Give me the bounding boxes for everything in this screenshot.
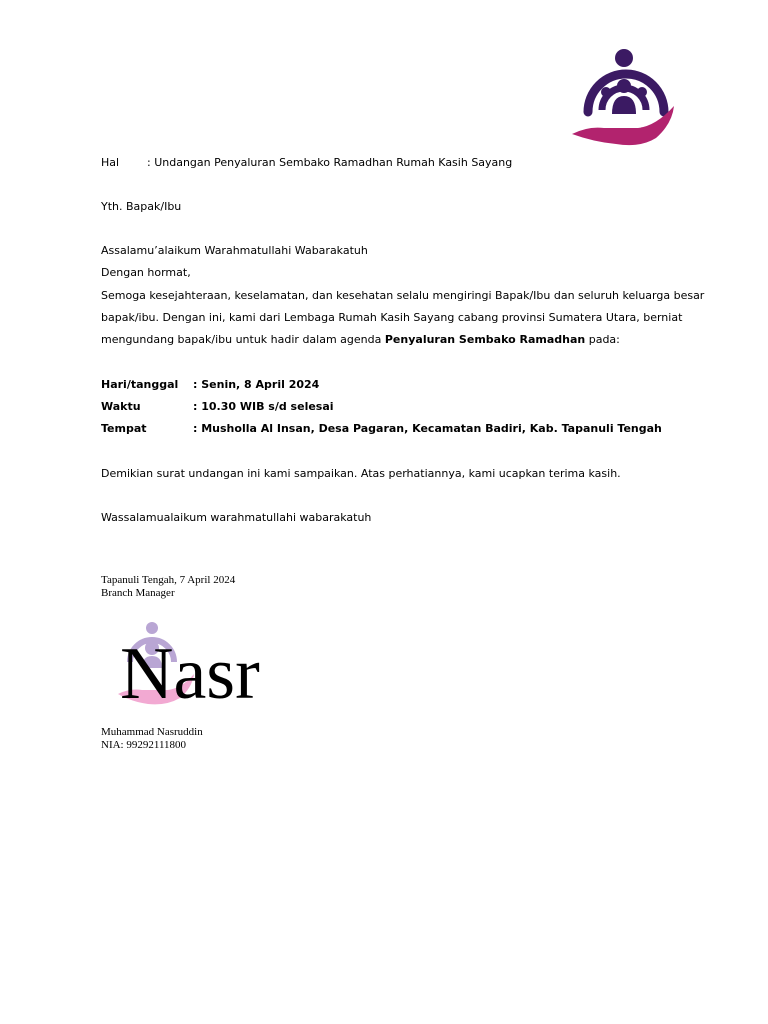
detail-row <box>101 396 662 418</box>
opening: Dengan hormat, <box>101 266 191 279</box>
addressee: Yth. Bapak/Ibu <box>101 200 182 213</box>
invitation-paragraph <box>101 285 704 351</box>
salutation: Assalamu’alaikum Warahmatullahi Wabarakatuh <box>101 244 368 257</box>
farewell: Wassalamualaikum warahmatullahi wabarakatuh <box>101 511 372 524</box>
signer-name: Muhammad Nasruddin <box>101 726 203 738</box>
salutation-block <box>101 240 368 284</box>
detail-label: Tempat <box>101 422 147 435</box>
subject-line <box>101 152 512 174</box>
event-details <box>101 374 662 440</box>
paragraph-line: Semoga kesejahteraan, keselamatan, dan kesehatan selalu mengiringi Bapak/Ibu dan seluruh keluarga besar <box>101 289 705 302</box>
signature-image <box>112 618 312 708</box>
detail-value: : Musholla Al Insan, Desa Pagaran, Kecamatan Badiri, Kab. Tapanuli Tengah <box>193 422 662 435</box>
detail-row <box>101 418 662 440</box>
family-hand-logo-icon <box>568 44 678 150</box>
paragraph-text: mengundang bapak/ibu untuk hadir dalam agenda <box>101 333 385 346</box>
paragraph-line: bapak/ibu. Dengan ini, kami dari Lembaga Rumah Kasih Sayang cabang provinsi Sumatera Utara, berniat <box>101 311 683 324</box>
paragraph-line <box>101 329 704 351</box>
signer-nia: NIA: 99292111800 <box>101 739 187 751</box>
detail-label: Hari/tanggal <box>101 378 179 391</box>
closing-line: Demikian surat undangan ini kami sampaikan. Atas perhatiannya, kami ucapkan terima kasih. <box>101 467 621 480</box>
detail-value: : 10.30 WIB s/d selesai <box>193 400 334 413</box>
detail-row <box>101 374 662 396</box>
event-name: Penyaluran Sembako Ramadhan <box>384 333 586 346</box>
paragraph-text: pada: <box>585 333 620 346</box>
subject-value: : Undangan Penyaluran Sembako Ramadhan Rumah Kasih Sayang <box>147 156 513 169</box>
detail-label: Waktu <box>101 400 141 413</box>
detail-value: : Senin, 8 April 2024 <box>193 378 320 391</box>
place-date: Tapanuli Tengah, 7 April 2024 <box>101 574 236 586</box>
signature-text: Nasr <box>120 633 260 708</box>
position-title: Branch Manager <box>101 587 175 599</box>
subject-label: Hal <box>101 156 120 169</box>
